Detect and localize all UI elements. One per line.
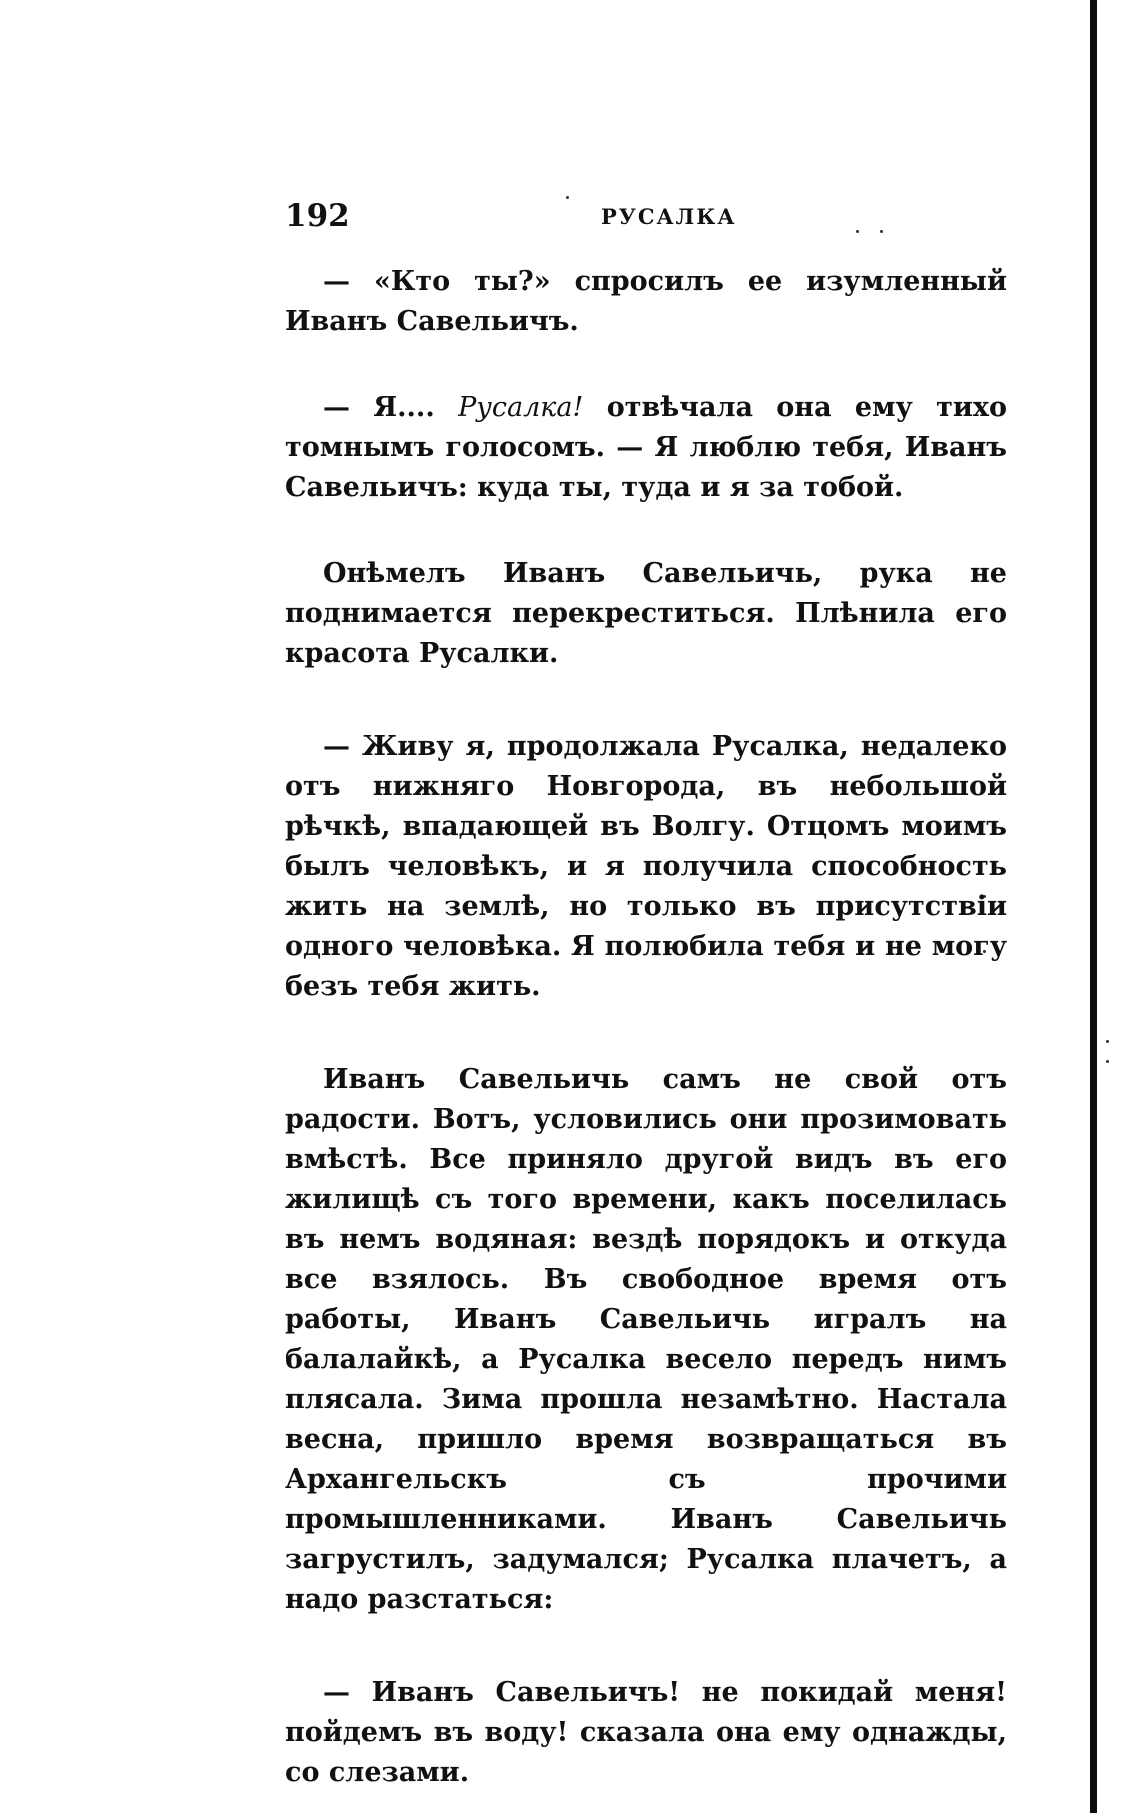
- paragraph-rusalka-reply: [285, 388, 1007, 508]
- paragraph-question: — «Кто ты?» спросилъ ее изумленный Иванъ Савельичъ.: [285, 266, 1007, 337]
- scan-speck: [1106, 1040, 1109, 1043]
- page-edge-shadow: [1090, 0, 1097, 1813]
- scan-speck: [1106, 1060, 1109, 1063]
- reply-italic-word: Русалка!: [458, 392, 584, 423]
- paragraph-pokidai: — Иванъ Савельичъ! не покидай меня! пойдемъ въ воду! сказала она ему однажды, со слезами.: [285, 1677, 1007, 1788]
- reply-rest: отвѣчала она ему тихо томнымъ голосомъ. — Я люблю тебя, Иванъ Савельичъ: куда ты, туда и я за тобой.: [285, 392, 1007, 503]
- page-header: [285, 198, 1007, 248]
- paragraph-radost: Иванъ Савельичь самъ не свой отъ радости. Вотъ, условились они прозимовать вмѣстѣ. Все приняло другой видъ въ его жилищѣ съ того времени, какъ поселилась въ немъ водяная: вездѣ порядокъ и откуда все взялось. Въ свободное время отъ работы, Иванъ Савельичь игралъ на балалайкѣ, а Русалка весело передъ нимъ плясала. Зима прошла незамѣтно. Настала весна, пришло время возвращаться въ Архангельскъ съ прочими промышленниками. Иванъ Савельичь загрустилъ, задумался; Русалка плачетъ, а надо разстаться:: [285, 1064, 1007, 1615]
- page-number: 192: [285, 198, 350, 234]
- body-text: [285, 262, 1007, 1793]
- paragraph-onemel: Онѣмелъ Иванъ Савельичь, рука не поднимается перекреститься. Плѣнила его красота Русалки.: [285, 558, 1007, 669]
- running-title: РУСАЛКА: [601, 204, 737, 229]
- reply-lead: — Я....: [323, 392, 459, 423]
- paragraph-zhivu: — Живу я, продолжала Русалка, недалеко отъ нижняго Новгорода, въ небольшой рѣчкѣ, впадающей въ Волгу. Отцомъ моимъ былъ человѣкъ, и я получила способность жить на землѣ, но только въ присутствіи одного человѣка. Я полюбила тебя и не могу безъ тебя жить.: [285, 731, 1007, 1002]
